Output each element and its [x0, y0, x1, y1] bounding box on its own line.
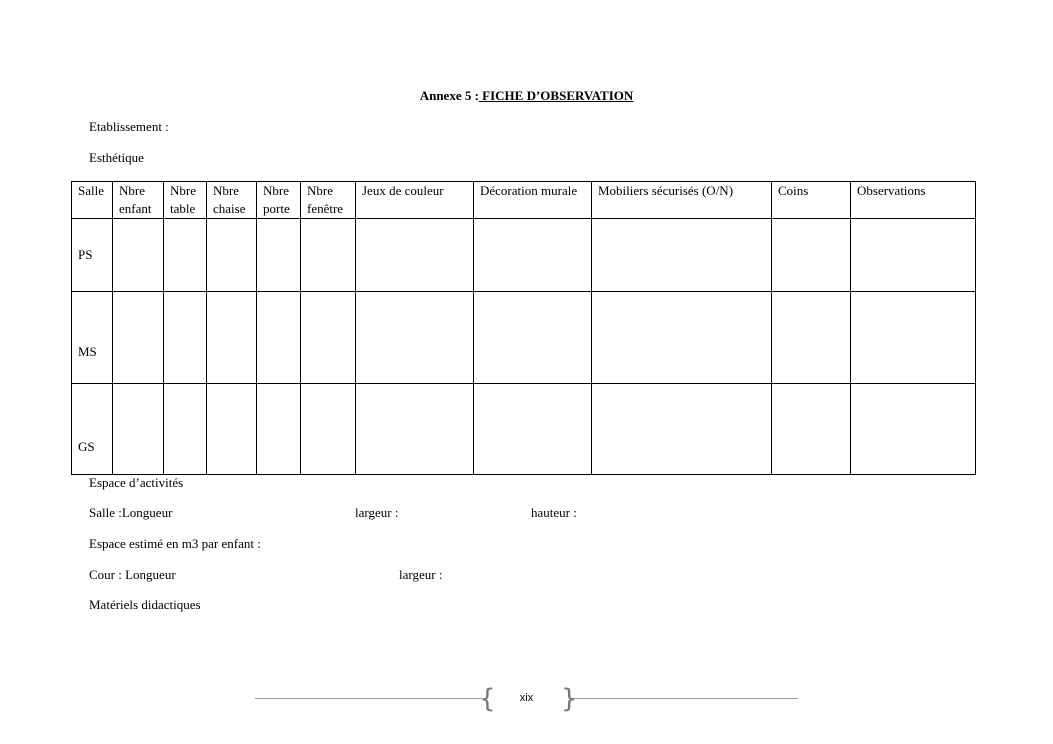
- cour-longueur-label: Cour : Longueur: [89, 567, 176, 582]
- header-observations: Observations: [851, 182, 976, 219]
- table-cell[interactable]: [851, 292, 976, 384]
- table-cell[interactable]: [356, 219, 474, 292]
- table-cell[interactable]: [772, 384, 851, 475]
- table-cell[interactable]: [301, 292, 356, 384]
- table-cell[interactable]: [164, 219, 207, 292]
- table-cell[interactable]: [592, 292, 772, 384]
- table-cell[interactable]: [772, 292, 851, 384]
- header-coins: Coins: [772, 182, 851, 219]
- table-header-row: [72, 182, 976, 219]
- table-cell[interactable]: [164, 292, 207, 384]
- salle-longueur-label: Salle :Longueur: [89, 505, 173, 520]
- page-number: xix: [519, 692, 534, 704]
- table-row: [72, 384, 976, 475]
- etablissement-label: Etablissement :: [89, 119, 169, 134]
- table-cell[interactable]: [474, 292, 592, 384]
- table-cell[interactable]: [474, 384, 592, 475]
- row-label-gs: GS: [72, 384, 113, 475]
- table-cell[interactable]: [257, 384, 301, 475]
- header-mobiliers: Mobiliers sécurisés (O/N): [592, 182, 772, 219]
- header-jeux-couleur: Jeux de couleur: [356, 182, 474, 219]
- header-nbre-chaise: Nbre chaise: [207, 182, 257, 219]
- table-cell[interactable]: [257, 292, 301, 384]
- title-main: FICHE D’OBSERVATION: [478, 88, 634, 103]
- page-title: [0, 88, 1053, 104]
- table-cell[interactable]: [592, 219, 772, 292]
- table-cell[interactable]: [207, 219, 257, 292]
- left-brace-icon: {: [479, 684, 496, 714]
- table-cell[interactable]: [257, 219, 301, 292]
- table-cell[interactable]: [851, 384, 976, 475]
- table-cell[interactable]: [207, 384, 257, 475]
- table-row: [72, 292, 976, 384]
- table-cell[interactable]: [356, 384, 474, 475]
- table-row: [72, 219, 976, 292]
- cour-largeur-label: largeur :: [399, 567, 443, 582]
- row-label-ps: PS: [72, 219, 113, 292]
- header-decoration-murale: Décoration murale: [474, 182, 592, 219]
- row-label-ms: MS: [72, 292, 113, 384]
- espace-estime-label: Espace estimé en m3 par enfant :: [89, 536, 261, 551]
- espace-activites-label: Espace d’activités: [89, 475, 184, 490]
- table-cell[interactable]: [301, 219, 356, 292]
- esthetique-label: Esthétique: [89, 150, 144, 165]
- header-nbre-table: Nbre table: [164, 182, 207, 219]
- header-salle: Salle: [72, 182, 113, 219]
- table-cell[interactable]: [207, 292, 257, 384]
- salle-largeur-label: largeur :: [355, 505, 399, 520]
- table-cell[interactable]: [474, 219, 592, 292]
- table-cell[interactable]: [164, 384, 207, 475]
- salle-hauteur-label: hauteur :: [531, 505, 577, 520]
- table-cell[interactable]: [851, 219, 976, 292]
- header-nbre-enfant: Nbre enfant: [113, 182, 164, 219]
- title-prefix: Annexe 5 :: [419, 88, 479, 103]
- header-nbre-porte: Nbre porte: [257, 182, 301, 219]
- table-cell[interactable]: [592, 384, 772, 475]
- table-cell[interactable]: [356, 292, 474, 384]
- table-cell[interactable]: [772, 219, 851, 292]
- observation-table: [71, 181, 976, 475]
- header-nbre-fenetre: Nbre fenêtre: [301, 182, 356, 219]
- materiels-label: Matériels didactiques: [89, 597, 201, 612]
- table-cell[interactable]: [113, 219, 164, 292]
- right-brace-icon: }: [561, 684, 578, 714]
- table-cell[interactable]: [113, 384, 164, 475]
- table-cell[interactable]: [301, 384, 356, 475]
- table-cell[interactable]: [113, 292, 164, 384]
